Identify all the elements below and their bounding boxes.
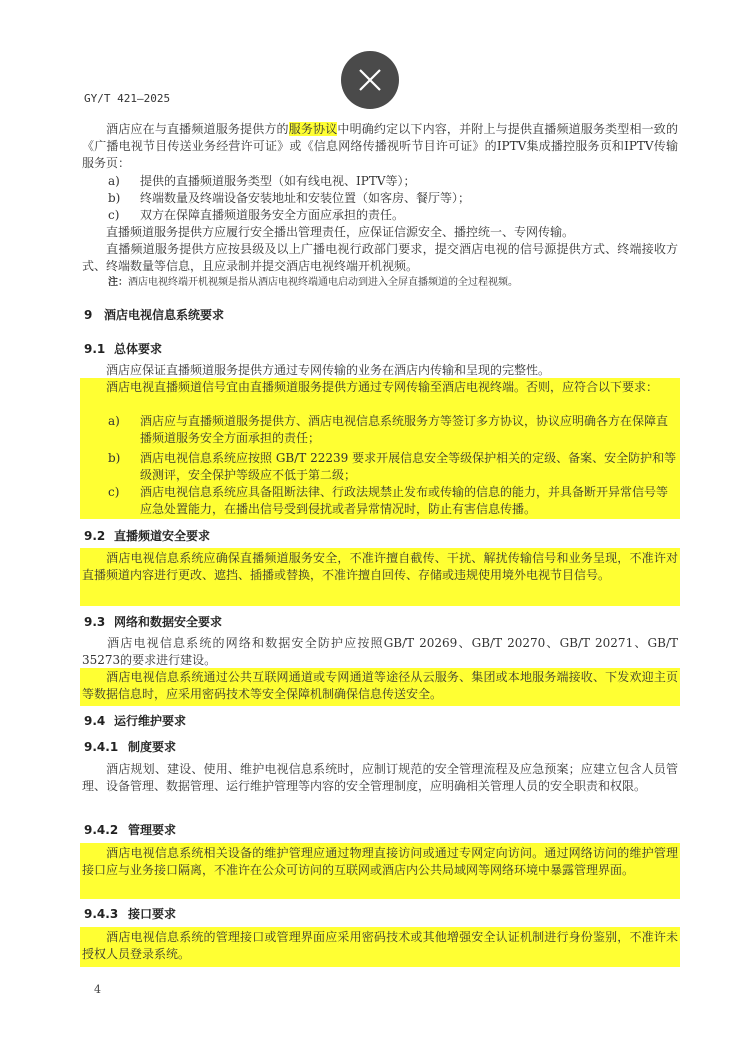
intro-paragraph-3: 直播频道服务提供方应按县级及以上广播电视行政部门要求，提交酒店电视的信号源提供方式、终端接收方式、终端数量等信息，且应录制并提交酒店电视终端开机视频。 (82, 242, 678, 273)
section-9-1-item-c: c) 酒店电视信息系统应具备阻断法律、行政法规禁止发布或传输的信息的能力，并具备断开异常信号等应急处置能力，在播出信号受到侵扰或者异常情况时，防止有害信息传播。 (108, 485, 669, 516)
section-9-1-heading: 9.1 总体要求 (84, 342, 163, 356)
section-9-1-item-b: b) 酒店电视信息系统应按照 GB/T 22239 要求开展信息安全等级保护相关的定级、备案、安全防护和等级测评，安全保护等级应不低于第二级； (108, 451, 677, 482)
section-9-4-2-heading: 9.4.2 管理要求 (84, 823, 177, 837)
section-9-4-3-heading: 9.4.3 接口要求 (84, 907, 177, 921)
section-9-4-3-paragraph: 酒店电视信息系统的管理接口或管理界面应采用密码技术或其他增强安全认证机制进行身份鉴别，不准许未授权人员登录系统。 (82, 930, 678, 961)
intro-item-a: a) 提供的直播频道服务类型（如有线电视、IPTV等）； (108, 174, 416, 188)
intro-paragraph-2: 直播频道服务提供方应履行安全播出管理责任，应保证信源安全、播控统一、专网传输。 (106, 225, 575, 239)
section-9-4-2-paragraph: 酒店电视信息系统相关设备的维护管理应通过物理直接访问或通过专网定向访问。通过网络访问的维护管理接口应与业务接口隔离，不准许在公众可访问的互联网或酒店内公共局域网等网络环境中暴露管理界面。 (82, 846, 678, 877)
page-number: 4 (94, 983, 101, 996)
doc-code: GY/T 421—2025 (84, 92, 171, 105)
intro-item-c: c) 双方在保障直播频道服务安全方面应承担的责任。 (108, 208, 405, 222)
section-9-1-paragraph-2: 酒店电视直播频道信号宜由直播频道服务提供方通过专网传输至酒店电视终端。否则，应符合以下要求： (106, 380, 659, 394)
intro-note: 注：酒店电视终端开机视频是指从酒店电视终端通电启动到进入全屏直播频道的全过程视频。 (108, 277, 518, 288)
section-9-3-heading: 9.3 网络和数据安全要求 (84, 615, 223, 629)
section-9-1-paragraph-1: 酒店应保证直播频道服务提供方通过专网传输的业务在酒店内传输和呈现的完整性。 (106, 363, 551, 377)
section-9-2-paragraph: 酒店电视信息系统应确保直播频道服务安全，不准许擅自截传、干扰、解扰传输信号和业务呈现，不准许对直播频道内容进行更改、遮挡、插播或替换，不准许擅自回传、存储或违规使用境外电视节目信号。 (82, 551, 678, 582)
close-button[interactable] (341, 51, 399, 109)
section-9-4-heading: 9.4 运行维护要求 (84, 714, 187, 728)
section-9-4-1-heading: 9.4.1 制度要求 (84, 740, 177, 754)
intro-item-b: b) 终端数量及终端设备安装地址和安装位置（如客房、餐厅等）； (108, 191, 471, 205)
service-agreement-highlight: 服务协议 (288, 122, 338, 136)
section-9-1-item-a: a) 酒店应与直播频道服务提供方、酒店电视信息系统服务方等签订多方协议，协议应明确各方在保障直播频道服务安全方面承担的责任； (108, 414, 669, 445)
close-icon (358, 68, 382, 92)
intro-paragraph: 酒店应在与直播频道服务提供方的服务协议中明确约定以下内容，并附上与提供直播频道服务类型相一致的《广播电视节目传送业务经营许可证》或《信息网络传播视听节目许可证》的IPTV集成播控服务页和IPTV传输服务页： (82, 122, 678, 170)
section-9-heading: 9 酒店电视信息系统要求 (84, 308, 225, 322)
section-9-4-1-paragraph: 酒店规划、建设、使用、维护电视信息系统时，应制订规范的安全管理流程及应急预案；应建立包含人员管理、设备管理、数据管理、运行维护管理等内容的安全管理制度，应明确相关管理人员的安全职责和权限。 (82, 762, 678, 793)
section-9-2-heading: 9.2 直播频道安全要求 (84, 529, 211, 543)
section-9-3-paragraph-1: 酒店电视信息系统的网络和数据安全防护应按照GB/T 20269、GB/T 20270、GB/T 20271、GB/T 35273的要求进行建设。 (82, 636, 678, 667)
section-9-3-paragraph-2: 酒店电视信息系统通过公共互联网通道或专网通道等途径从云服务、集团或本地服务端接收、下发欢迎主页等数据信息时，应采用密码技术等安全保障机制确保信息传送安全。 (82, 670, 678, 701)
